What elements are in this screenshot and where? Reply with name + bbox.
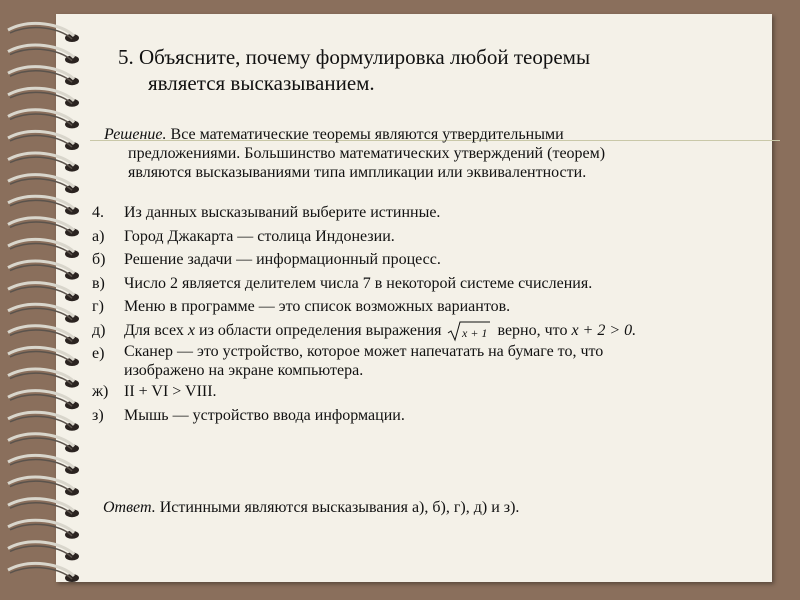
answer-block bbox=[103, 498, 763, 518]
binding-ring bbox=[8, 261, 79, 280]
list-item bbox=[92, 380, 772, 404]
list-item bbox=[92, 319, 772, 343]
binding-ring bbox=[8, 563, 79, 582]
binding-ring bbox=[8, 23, 79, 42]
solution-block bbox=[104, 125, 754, 182]
binding-ring bbox=[8, 499, 79, 518]
answer-text: Истинными являются высказывания а), б), г), д) и з). bbox=[155, 499, 520, 516]
answer-label: Ответ. bbox=[103, 499, 156, 516]
binding-ring bbox=[8, 153, 79, 172]
item-marker: а) bbox=[92, 227, 105, 245]
list-item bbox=[92, 248, 772, 272]
sqrt-expression-text: x + 1 bbox=[462, 325, 488, 340]
binding-ring bbox=[8, 67, 79, 86]
task-number: 4. bbox=[92, 204, 104, 221]
sqrt-expression bbox=[447, 320, 491, 342]
binding-ring bbox=[8, 175, 79, 194]
task-text: Из данных высказываний выберите истинные. bbox=[124, 204, 441, 221]
task-list bbox=[92, 201, 772, 427]
item-marker: в) bbox=[92, 274, 105, 292]
binding-ring bbox=[8, 391, 79, 410]
item-text: II + VI > VIII. bbox=[124, 383, 217, 400]
list-item bbox=[92, 342, 772, 380]
binding-ring bbox=[8, 520, 79, 539]
item-text: Число 2 является делителем числа 7 в некоторой системе счисления. bbox=[124, 274, 593, 292]
binding-ring bbox=[8, 110, 79, 129]
item-text: Меню в программе — это список возможных вариантов. bbox=[124, 298, 511, 315]
spiral-binding bbox=[0, 0, 90, 600]
item-marker: д) bbox=[92, 321, 106, 339]
item-marker: б) bbox=[92, 251, 106, 268]
item-marker: ж) bbox=[92, 383, 109, 400]
binding-ring bbox=[8, 131, 79, 150]
binding-ring bbox=[8, 326, 79, 345]
item-text-line2: изображено на экране компьютера. bbox=[124, 362, 364, 379]
item-marker: е) bbox=[92, 345, 105, 362]
condition-expression: x + 2 > 0. bbox=[571, 321, 637, 339]
solution-line2: предложениями. Большинство математических утверждений (теорем) bbox=[128, 145, 606, 162]
item-text bbox=[124, 319, 772, 343]
binding-ring bbox=[8, 412, 79, 431]
binding-ring bbox=[8, 455, 79, 474]
item-text bbox=[124, 342, 772, 380]
list-item bbox=[92, 225, 772, 249]
item-marker: з) bbox=[92, 406, 104, 424]
binding-ring bbox=[8, 88, 79, 107]
binding-ring bbox=[8, 304, 79, 323]
item-marker: г) bbox=[92, 298, 104, 315]
variable-x: x bbox=[187, 321, 196, 339]
task-header bbox=[92, 201, 772, 225]
solution-label: Решение. bbox=[104, 126, 167, 143]
question-title-line1: 5. Объясните, почему формулировка любой теоремы bbox=[118, 45, 591, 69]
binding-ring bbox=[8, 542, 79, 561]
item-text: Решение задачи — информационный процесс. bbox=[124, 251, 441, 268]
binding-ring bbox=[8, 434, 79, 453]
question-title-line2: является высказыванием. bbox=[148, 71, 375, 95]
binding-ring bbox=[8, 196, 79, 215]
binding-ring bbox=[8, 283, 79, 302]
binding-ring bbox=[8, 477, 79, 496]
list-item bbox=[92, 272, 772, 296]
binding-ring bbox=[8, 239, 79, 258]
binding-ring bbox=[8, 45, 79, 64]
solution-line3: являются высказываниями типа импликации или эквивалентности. bbox=[128, 164, 587, 181]
item-text-line1: Сканер — это устройство, которое может напечатать на бумаге то, что bbox=[124, 343, 604, 360]
list-item bbox=[92, 295, 772, 319]
binding-ring bbox=[8, 369, 79, 388]
solution-line1: Все математические теоремы являются утвердительными bbox=[166, 126, 564, 143]
list-item bbox=[92, 404, 772, 428]
item-text: Мышь — устройство ввода информации. bbox=[124, 406, 405, 424]
item-text-part: Для всех bbox=[124, 321, 188, 339]
item-text: Город Джакарта — столица Индонезии. bbox=[124, 227, 395, 245]
question-title bbox=[118, 44, 738, 96]
item-text-part: из области определения выражения bbox=[195, 321, 446, 339]
item-text-part: верно, что bbox=[493, 321, 572, 339]
binding-ring bbox=[8, 218, 79, 237]
binding-ring bbox=[8, 347, 79, 366]
